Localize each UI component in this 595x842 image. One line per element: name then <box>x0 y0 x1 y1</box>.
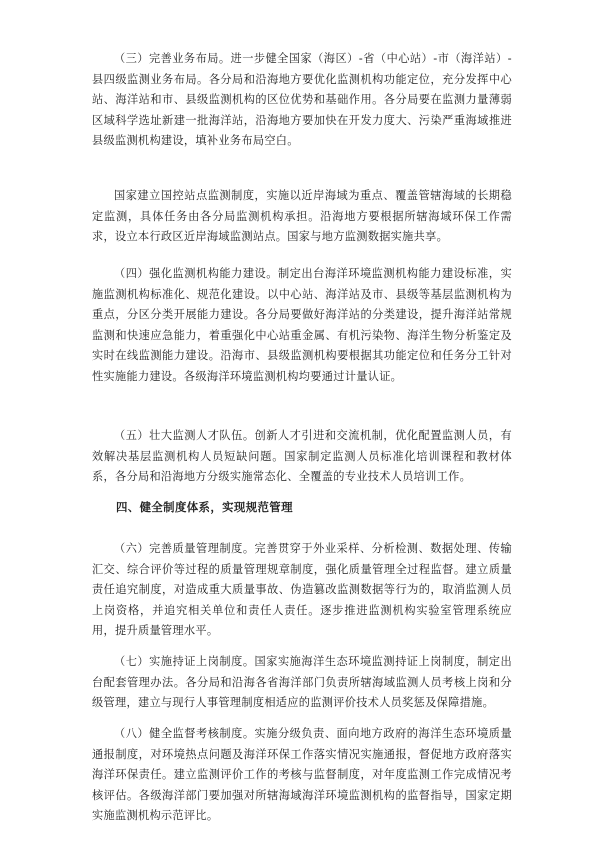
section-heading: 四、健全制度体系，实现规范管理 <box>116 500 293 514</box>
paragraph-8-supervision: （八）健全监督考核制度。实施分级负责、面向地方政府的海洋生态环境质量通报制度，对环境热点问题及海洋环保工作落实情况实施通报，督促地方政府落实海洋环保责任。建立监测评价工作的考核与监督制度，对年度监测工作完成情况考核评估。各级海洋部门要加强对所辖海域海洋环境监测机构的监督指导，国家定期实施监测机构示范评比。 <box>92 727 512 823</box>
paragraph-6-quality-management: （六）完善质量管理制度。完善贯穿于外业采样、分析检测、数据处理、传输汇交、综合评价等过程的质量管理规章制度，强化质量管理全过程监督。建立质量责任追究制度，对造成重大质量事故、伪造篡改监测数据等行为的，取消监测人员上岗资格，并追究相关单位和责任人责任。逐步推进监测机构实验室管理系统应用，提升质量管理水平。 <box>92 542 512 638</box>
paragraph-4-capacity-building: （四）强化监测机构能力建设。制定出台海洋环境监测机构能力建设标准，实施监测机构标准化、规范化建设。以中心站、海洋站及市、县级等基层监测机构为重点，分区分类开展能力建设。各分局要做好海洋站的分类建设，提升海洋站常规监测和快速应急能力，着重强化中心站重金属、有机污染物、海洋生物分析鉴定及实时在线监测能力建设。沿海市、县级监测机构要根据其功能定位和任务分工针对性实施能力建设。各级海洋环境监测机构均要通过计量认证。 <box>92 267 512 383</box>
paragraph-5-talent-team: （五）壮大监测人才队伍。创新人才引进和交流机制，优化配置监测人员，有效解决基层监测机构人员短缺问题。国家制定监测人员标准化培训课程和教材体系，各分局和沿海地方分级实施常态化、全覆盖的专业技术人员培训工作。 <box>92 429 512 484</box>
paragraph-3-business-layout: （三）完善业务布局。进一步健全国家（海区）-省（中心站）-市（海洋站）-县四级监测业务布局。各分局和沿海地方要优化监测机构功能定位，充分发挥中心站、海洋站和市、县级监测机构的区位优势和基础作用。各分局要在监测力量薄弱区域科学选址新建一批海洋站，沿海地方要加快在开发力度大、污染严重海域推进县级监测机构建设，填补业务布局空白。 <box>92 52 512 148</box>
paragraph-national-stations: 国家建立国控站点监测制度，实施以近岸海域为重点、覆盖管辖海域的长期稳定监测，具体任务由各分局监测机构承担。沿海地方要根据所辖海域环保工作需求，设立本行政区近岸海域监测站点。国家与地方监测数据实施共享。 <box>92 189 512 244</box>
paragraph-7-certification: （七）实施持证上岗制度。国家实施海洋生态环境监测持证上岗制度，制定出台配套管理办法。各分局和沿海各省海洋部门负责所辖海域监测人员考核上岗和分级管理，建立与现行人事管理制度相适应的监测评价技术人员奖惩及保障措施。 <box>92 655 512 710</box>
